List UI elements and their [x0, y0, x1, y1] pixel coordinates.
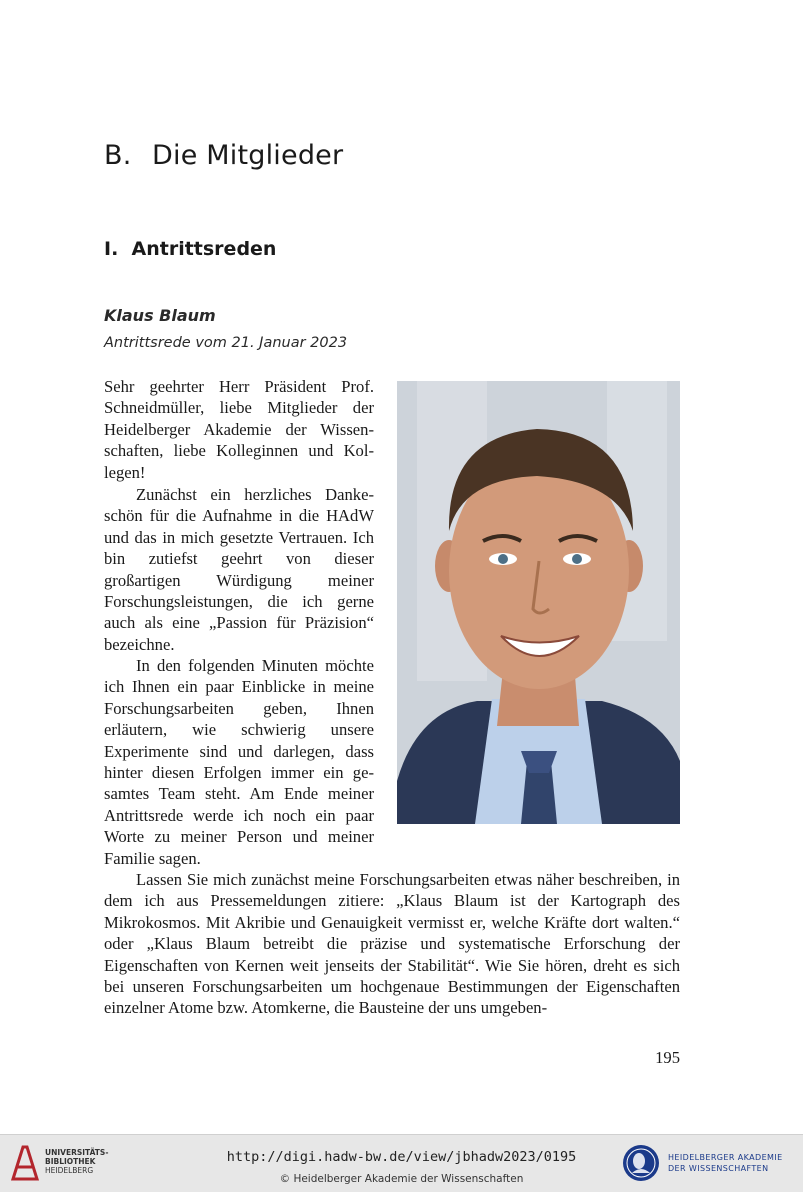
part-heading	[104, 140, 343, 171]
paragraph-1: Sehr geehrter Herr Präsident Prof. Schneidmüller, liebe Mitglieder der Heidelberger Akademie der Wissenschaften, liebe Kolleginnen und Kollegen!	[104, 377, 374, 482]
academy-line-2: DER WISSENSCHAFTEN	[668, 1164, 769, 1173]
ub-line-1: UNIVERSITÄTS-	[45, 1148, 109, 1157]
part-title: Die Mitglieder	[152, 140, 344, 171]
document-url-link[interactable]: http://digi.hadw-bw.de/view/jbhadw2023/0195	[226, 1149, 577, 1165]
part-number: B.	[104, 140, 132, 171]
academy-line-1: HEIDELBERGER AKADEMIE	[668, 1153, 783, 1162]
paragraph-3: In den folgenden Minuten möchte ich Ihnen ein paar Einblicke in meine Forschungsarbeiten geben, Ihnen erläutern, wie schwierig unsere Experimente sind und darlegen, dass hinter diesen Erfolgen immer ein gesamtes Team steht. Am Ende meiner Antrittsrede werde ich noch ein paar Worte zu meiner Person und meiner Familie sagen.	[104, 656, 374, 868]
page-number: 195	[655, 1048, 680, 1067]
copyright-notice: © Heidelberger Akademie der Wissenschaften	[279, 1173, 524, 1185]
author-portrait	[397, 381, 680, 824]
academy-seal-icon[interactable]	[621, 1143, 661, 1183]
section-heading: I. Antrittsreden	[104, 238, 277, 260]
portrait-illustration	[397, 381, 680, 824]
paragraph-4: Lassen Sie mich zunächst meine Forschungsarbeiten etwas näher beschreiben, in dem ich aus Pressemeldungen zitiere: „Klaus Blaum ist der Kartograph des Mikrokosmos. Mit Akribie und Genauigkeit vermisst er, welche Kräfte dort walten.“ oder „Klaus Blaum betreibt die präzise und systematische Erforschung der Eigenschaften von Kernen weit jenseits der Stabilität“. Wie Sie hören, dreht es sich bei unseren Forschungsarbeiten um hochgenaue Bestimmungen der Eigenschaften einzelner Atome bzw. Atomkerne, die Bausteine der uns umgeben-	[104, 870, 680, 1018]
ub-line-2: BIBLIOTHEK	[45, 1157, 96, 1166]
author-name: Klaus Blaum	[104, 306, 216, 325]
ub-line-3: HEIDELBERG	[45, 1166, 94, 1175]
speech-date: Antrittsrede vom 21. Januar 2023	[104, 335, 348, 351]
paragraph-2: Zunächst ein herzliches Dankeschön für die Aufnahme in die HAdW und das in mich gesetzte Vertrauen. Ich bin zutiefst geehrt von dieser großartigen Würdigung meiner Forschungsleistungen, die ich gerne auch als eine „Passion für Präzision“ bezeichne.	[104, 485, 374, 654]
viewer-footer	[0, 1134, 803, 1192]
academy-name	[668, 1152, 783, 1174]
